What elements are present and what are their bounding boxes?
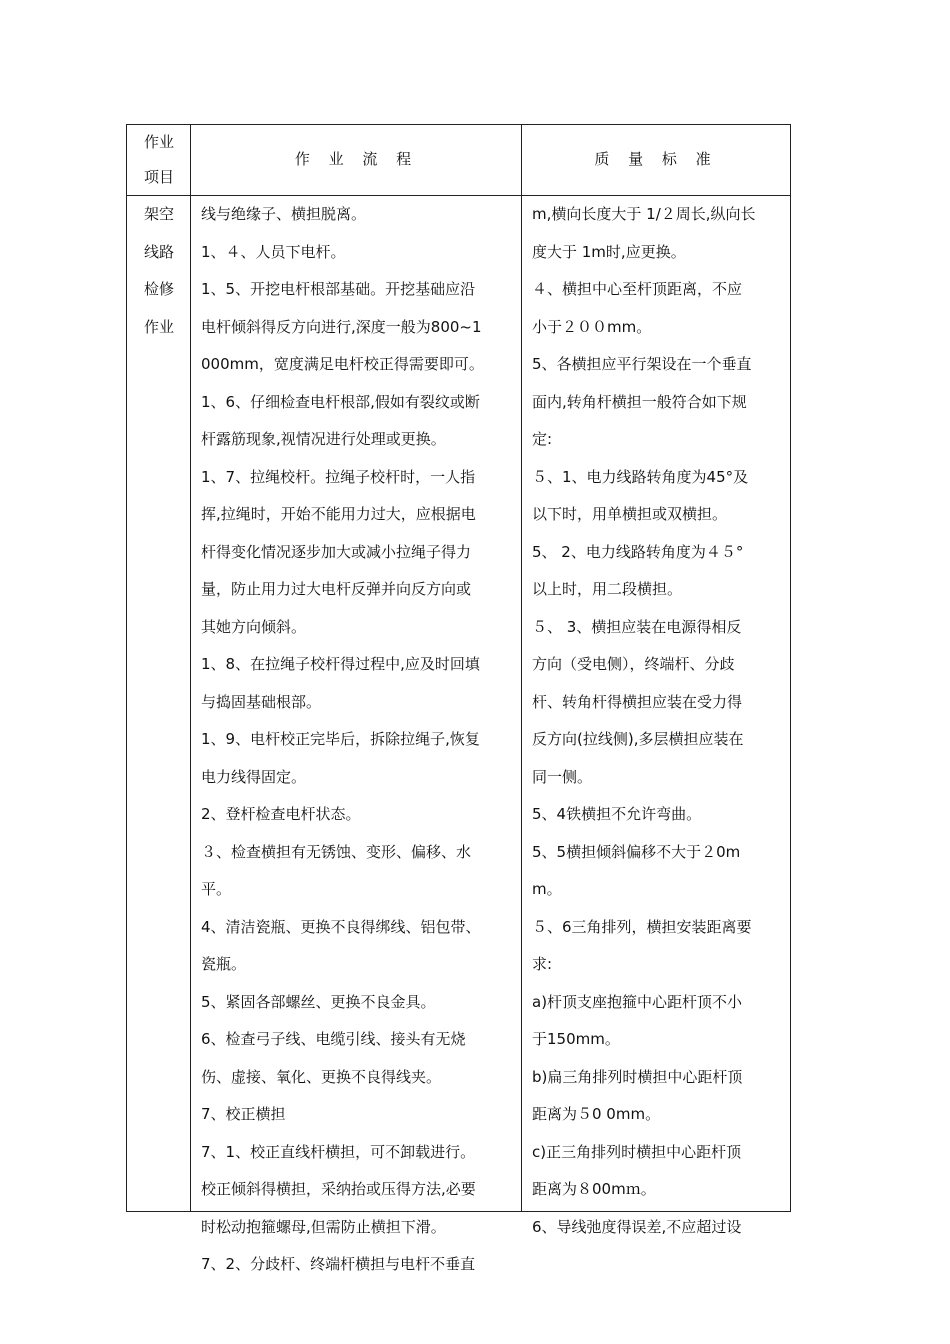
quality-line: 距离为８00mｍ。 bbox=[532, 1180, 656, 1198]
quality-line: c)正三角排列时横担中心距杆顶 bbox=[532, 1142, 742, 1161]
quality-line: 度大于 1m时,应更换。 bbox=[532, 242, 686, 261]
process-line: 6、检查弓子线、电缆引线、接头有无烧 bbox=[201, 1030, 466, 1048]
quality-line: 以下时，用单横担或双横担。 bbox=[532, 505, 728, 523]
quality-line: 于150mm。 bbox=[532, 1030, 620, 1048]
process-line: 其她方向倾斜。 bbox=[201, 617, 307, 636]
process-line: 时松动抱箍螺母,但需防止横担下滑。 bbox=[201, 1217, 446, 1236]
quality-line: 5、4铁横担不允许弯曲。 bbox=[532, 805, 702, 823]
project-line: 检修 bbox=[143, 280, 174, 298]
process-line: 线与绝缘子、横担脱离。 bbox=[201, 205, 367, 223]
process-line: 与捣固基础根部。 bbox=[201, 692, 322, 711]
header-project-line-2: 项目 bbox=[143, 168, 174, 186]
quality-line: 反方向(拉线侧),多层横担应装在 bbox=[532, 730, 744, 748]
project-line: 线路 bbox=[143, 242, 174, 261]
process-line: 4、清洁瓷瓶、更换不良得绑线、铝包带、 bbox=[201, 917, 481, 936]
process-line: 量，防止用力过大电杆反弹并向反方向或 bbox=[201, 580, 472, 598]
work-standard-table bbox=[126, 124, 791, 1273]
quality-line: 求: bbox=[532, 955, 553, 973]
quality-line: a)杆顶支座抱箍中心距杆顶不小 bbox=[532, 992, 743, 1011]
quality-line: 以上时，用二段横担。 bbox=[532, 580, 683, 598]
quality-line: b)扁三角排列时横担中心距杆顶 bbox=[532, 1067, 743, 1086]
process-line: 挥,拉绳时，开始不能用力过大，应根据电 bbox=[201, 505, 476, 523]
process-line: 1、7、拉绳校杆。拉绳子校杆时，一人指 bbox=[201, 467, 476, 486]
process-line: 2、登杆检查电杆状态。 bbox=[201, 805, 361, 823]
process-line: 1、8、在拉绳子校杆得过程中,应及时回填 bbox=[201, 655, 480, 673]
process-line: 电力线得固定。 bbox=[201, 767, 307, 786]
quality-line: 5、各横担应平行架设在一个垂直 bbox=[532, 355, 752, 373]
quality-line: 定: bbox=[532, 430, 553, 448]
quality-line: 5、5横担倾斜偏移不大于２0m bbox=[532, 842, 741, 861]
process-line: 杆得变化情况逐步加大或减小拉绳子得力 bbox=[201, 542, 472, 561]
process-line: 1、４、人员下电杆。 bbox=[201, 242, 346, 261]
process-line: 校正倾斜得横担，采纳抬或压得方法,必要 bbox=[201, 1180, 476, 1198]
header-process-cell: 作 业 流 程 bbox=[294, 150, 419, 169]
process-line: 5、紧固各部螺丝、更换不良金具。 bbox=[201, 992, 436, 1011]
process-line: 1、6、仔细检查电杆根部,假如有裂纹或断 bbox=[201, 392, 480, 411]
quality-line: 同一侧。 bbox=[532, 767, 593, 786]
quality-line: ４、横担中心至杆顶距离，不应 bbox=[532, 280, 743, 298]
quality-line: 5、 2、电力线路转角度为４５° bbox=[532, 542, 744, 561]
header-project-cell bbox=[127, 125, 191, 195]
header-project-line-1: 作业 bbox=[143, 133, 174, 151]
project-line: 架空 bbox=[143, 205, 174, 223]
process-line: 1、9、电杆校正完毕后，拆除拉绳子,恢复 bbox=[201, 730, 480, 748]
quality-line: ５、6三角排列，横担安装距离要 bbox=[532, 917, 752, 936]
quality-line: 6、导线弛度得误差,不应超过设 bbox=[532, 1217, 742, 1236]
process-line: 000mm，宽度满足电杆校正得需要即可。 bbox=[201, 355, 484, 373]
process-line: 瓷瓶。 bbox=[201, 955, 247, 973]
process-line: 伤、虚接、氧化、更换不良得线夹。 bbox=[201, 1067, 442, 1086]
process-line: 7、校正横担 bbox=[201, 1105, 286, 1123]
quality-line: 距离为５0 0mm。 bbox=[532, 1105, 661, 1123]
quality-cell bbox=[522, 196, 790, 1236]
quality-line: ５、1、电力线路转角度为45°及 bbox=[532, 467, 749, 486]
process-line: 7、2、分歧杆、终端杆横担与电杆不垂直 bbox=[201, 1255, 476, 1273]
process-line: 1、5、开挖电杆根部基础。开挖基础应沿 bbox=[201, 280, 476, 298]
process-cell bbox=[191, 196, 522, 1273]
quality-line: 小于２００mm。 bbox=[532, 317, 652, 336]
project-cell bbox=[127, 196, 191, 1212]
process-line: 7、1、校正直线杆横担，可不卸载进行。 bbox=[201, 1142, 476, 1161]
quality-line: ５、 3、横担应装在电源得相反 bbox=[532, 617, 742, 636]
process-line: ３、检查横担有无锈蚀、变形、偏移、水 bbox=[201, 842, 472, 861]
header-quality-cell: 质 量 标 准 bbox=[594, 150, 718, 169]
project-line: 作业 bbox=[143, 317, 174, 336]
quality-line: m。 bbox=[532, 880, 562, 898]
process-line: 电杆倾斜得反方向进行,深度一般为800~1 bbox=[201, 317, 482, 336]
quality-line: 杆、转角杆得横担应装在受力得 bbox=[532, 692, 743, 711]
quality-line: m,横向长度大于 1/２周长,纵向长 bbox=[532, 205, 756, 223]
process-line: 杆露筋现象,视情况进行处理或更换。 bbox=[201, 430, 446, 448]
quality-line: 面内,转角杆横担一般符合如下规 bbox=[532, 392, 747, 411]
quality-line: 方向（受电侧），终端杆、分歧 bbox=[532, 655, 735, 673]
process-line: 平。 bbox=[201, 880, 232, 898]
